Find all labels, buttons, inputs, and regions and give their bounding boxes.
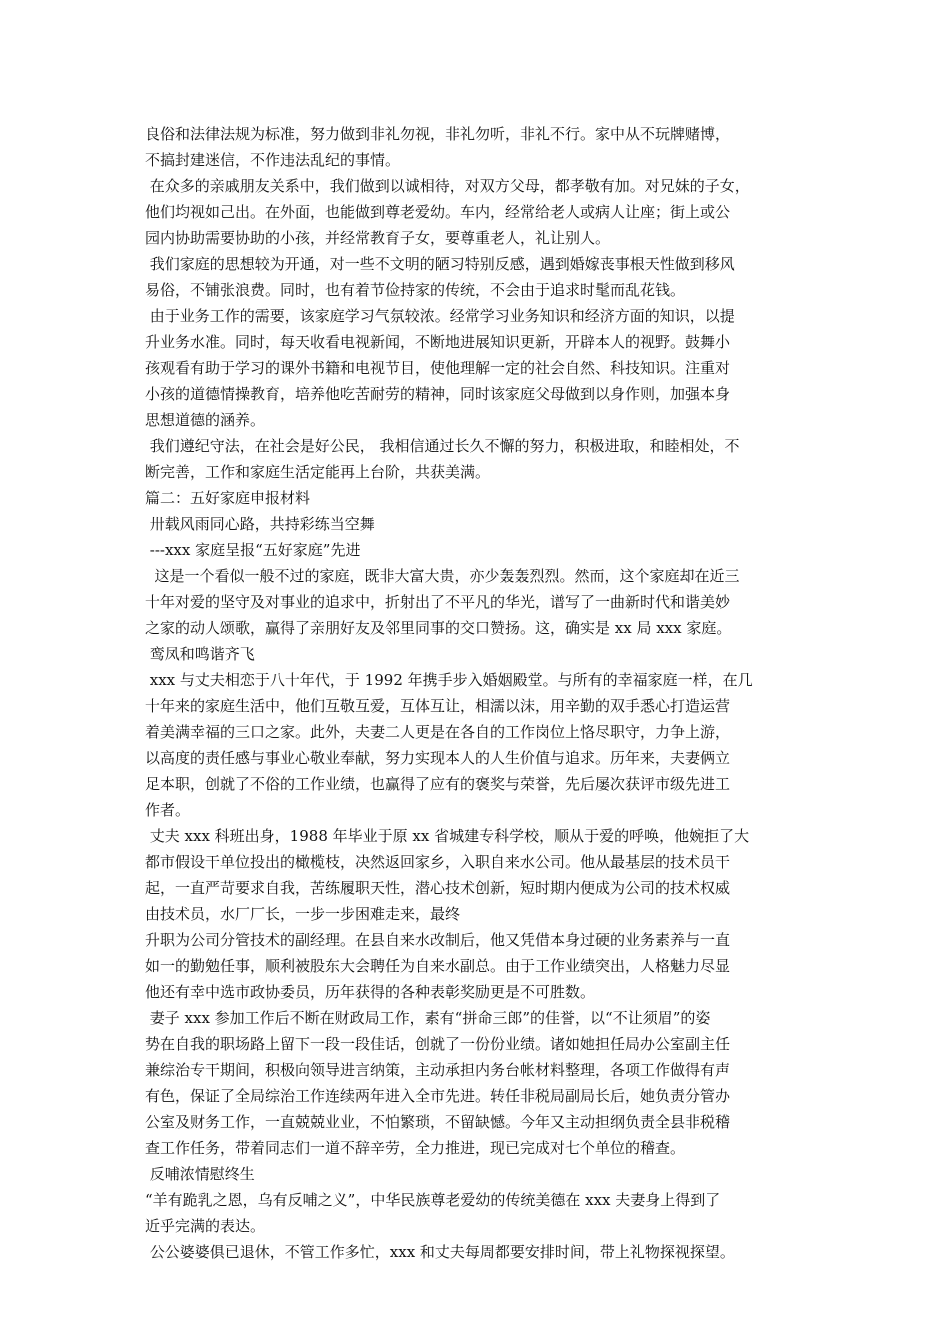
subsection-heading: 反哺浓情慰终生 (145, 1165, 255, 1183)
document-title: 卅载风雨同心路，共持彩练当空舞 (145, 515, 375, 533)
document-page (145, 121, 810, 1265)
text-line: 丈夫 xxx 科班出身，1988 年毕业于原 xx 省城建专科学校，顺从于爱的呼唤，他婉拒了大 (145, 827, 750, 845)
text-line: 如一的勤勉任事，顺利被股东大会聘任为自来水副总。由于工作业绩突出，人格魅力尽显 (145, 957, 731, 975)
text-line: 我们遵纪守法，在社会是好公民， 我相信通过长久不懈的努力，积极进取，和睦相处，不 (145, 437, 740, 455)
text-line: 他还有幸中选市政协委员，历年获得的各种表彰奖励更是不可胜数。 (145, 983, 596, 1001)
text-line: 我们家庭的思想较为开通，对一些不文明的陋习特别反感，遇到婚嫁丧事根天性做到移风 (145, 255, 735, 273)
text-line: 起，一直严苛要求自我，苦练履职天性，潜心技术创新，短时期内便成为公司的技术权威 (145, 879, 731, 897)
text-line: 在众多的亲戚朋友关系中，我们做到以诚相待，对双方父母，都孝敬有加。对兄妹的子女， (145, 177, 750, 195)
text-line: 兼综治专干期间，积极向领导进言纳策，主动承担内务台帐材料整理，各项工作做得有声 (145, 1061, 731, 1079)
text-line: 园内协助需要协助的小孩，并经常教育子女，要尊重老人，礼让别人。 (145, 229, 611, 247)
text-line: 都市假设干单位投出的橄榄枝，决然返回家乡，入职自来水公司。他从最基层的技术员干 (145, 853, 731, 871)
text-line: 升业务水准。同时，每天收看电视新闻，不断地进展知识更新，开辟本人的视野。鼓舞小 (145, 333, 731, 351)
text-line: 孩观看有助于学习的课外书籍和电视节目，使他理解一定的社会自然、科技知识。注重对 (145, 359, 731, 377)
text-line: “羊有跪乳之恩，乌有反哺之义”，中华民族尊老爱幼的传统美德在 xxx 夫妻身上得到了 (145, 1191, 721, 1209)
text-line: 妻子 xxx 参加工作后不断在财政局工作，素有“拼命三郎”的佳誉，以“不让须眉”的姿 (145, 1009, 711, 1027)
text-line: 十年来的家庭生活中，他们互敬互爱，互体互让，相濡以沫，用辛勤的双手悉心打造运营 (145, 697, 731, 715)
text-line: 公室及财务工作，一直兢兢业业，不怕繁琐，不留缺憾。今年又主动担纲负责全县非税稽 (145, 1113, 731, 1131)
text-line: xxx 与丈夫相恋于八十年代，于 1992 年携手步入婚姻殿堂。与所有的幸福家庭一样，在几 (145, 671, 753, 689)
text-line: 小孩的道德情操教育，培养他吃苦耐劳的精神，同时该家庭父母做到以身作则，加强本身 (145, 385, 731, 403)
text-line: 升职为公司分管技术的副经理。在县自来水改制后，他又凭借本身过硬的业务素养与一直 (145, 931, 731, 949)
text-line: 思想道德的涵养。 (145, 411, 266, 429)
text-line: 足本职，创就了不俗的工作业绩，也赢得了应有的褒奖与荣誉，先后屡次获评市级先进工 (145, 775, 731, 793)
text-line: 之家的动人颂歌，赢得了亲朋好友及邻里同事的交口赞扬。这，确实是 xx 局 xxx 家庭。 (145, 619, 732, 637)
text-line: 公公婆婆俱已退休，不管工作多忙，xxx 和丈夫每周都要安排时间，带上礼物探视探望。 (145, 1243, 735, 1261)
subsection-heading: 鸾凤和鸣谐齐飞 (145, 645, 255, 663)
text-line: 不搞封建迷信，不作违法乱纪的事情。 (145, 151, 401, 169)
section-heading: 篇二：五好家庭申报材料 (145, 489, 311, 507)
text-line: 断完善，工作和家庭生活定能再上台阶，共获美满。 (145, 463, 491, 481)
text-line: 近乎完满的表达。 (145, 1217, 266, 1235)
text-line: 势在自我的职场路上留下一段一段佳话，创就了一份份业绩。诸如她担任局办公室副主任 (145, 1035, 731, 1053)
text-line: 良俗和法律法规为标准，努力做到非礼勿视，非礼勿听，非礼不行。家中从不玩牌赌博， (145, 125, 731, 143)
text-line: 有色，保证了全局综治工作连续两年进入全市先进。转任非税局副局长后，她负责分管办 (145, 1087, 731, 1105)
document-subtitle: ---xxx 家庭呈报“五好家庭”先进 (145, 541, 361, 559)
text-line: 易俗，不铺张浪费。同时，也有着节俭持家的传统，不会由于追求时髦而乱花钱。 (145, 281, 686, 299)
text-line: 由技术员，水厂厂长，一步一步困难走来，最终 (145, 905, 461, 923)
text-line: 作者。 (145, 801, 191, 819)
text-line: 查工作任务，带着同志们一道不辞辛劳，全力推进，现已完成对七个单位的稽查。 (145, 1139, 686, 1157)
text-line: 这是一个看似一般不过的家庭，既非大富大贵，亦少轰轰烈烈。然而，这个家庭却在近三 (145, 567, 740, 585)
text-line: 他们均视如己出。在外面，也能做到尊老爱幼。车内，经常给老人或病人让座；街上或公 (145, 203, 731, 221)
text-line: 十年对爱的坚守及对事业的追求中，折射出了不平凡的华光，谱写了一曲新时代和谐美妙 (145, 593, 731, 611)
text-line: 由于业务工作的需要，该家庭学习气氛较浓。经常学习业务知识和经济方面的知识，以提 (145, 307, 735, 325)
text-line: 着美满幸福的三口之家。此外，夫妻二人更是在各自的工作岗位上恪尽职守，力争上游， (145, 723, 731, 741)
text-line: 以高度的责任感与事业心敬业奉献，努力实现本人的人生价值与追求。历年来，夫妻俩立 (145, 749, 731, 767)
